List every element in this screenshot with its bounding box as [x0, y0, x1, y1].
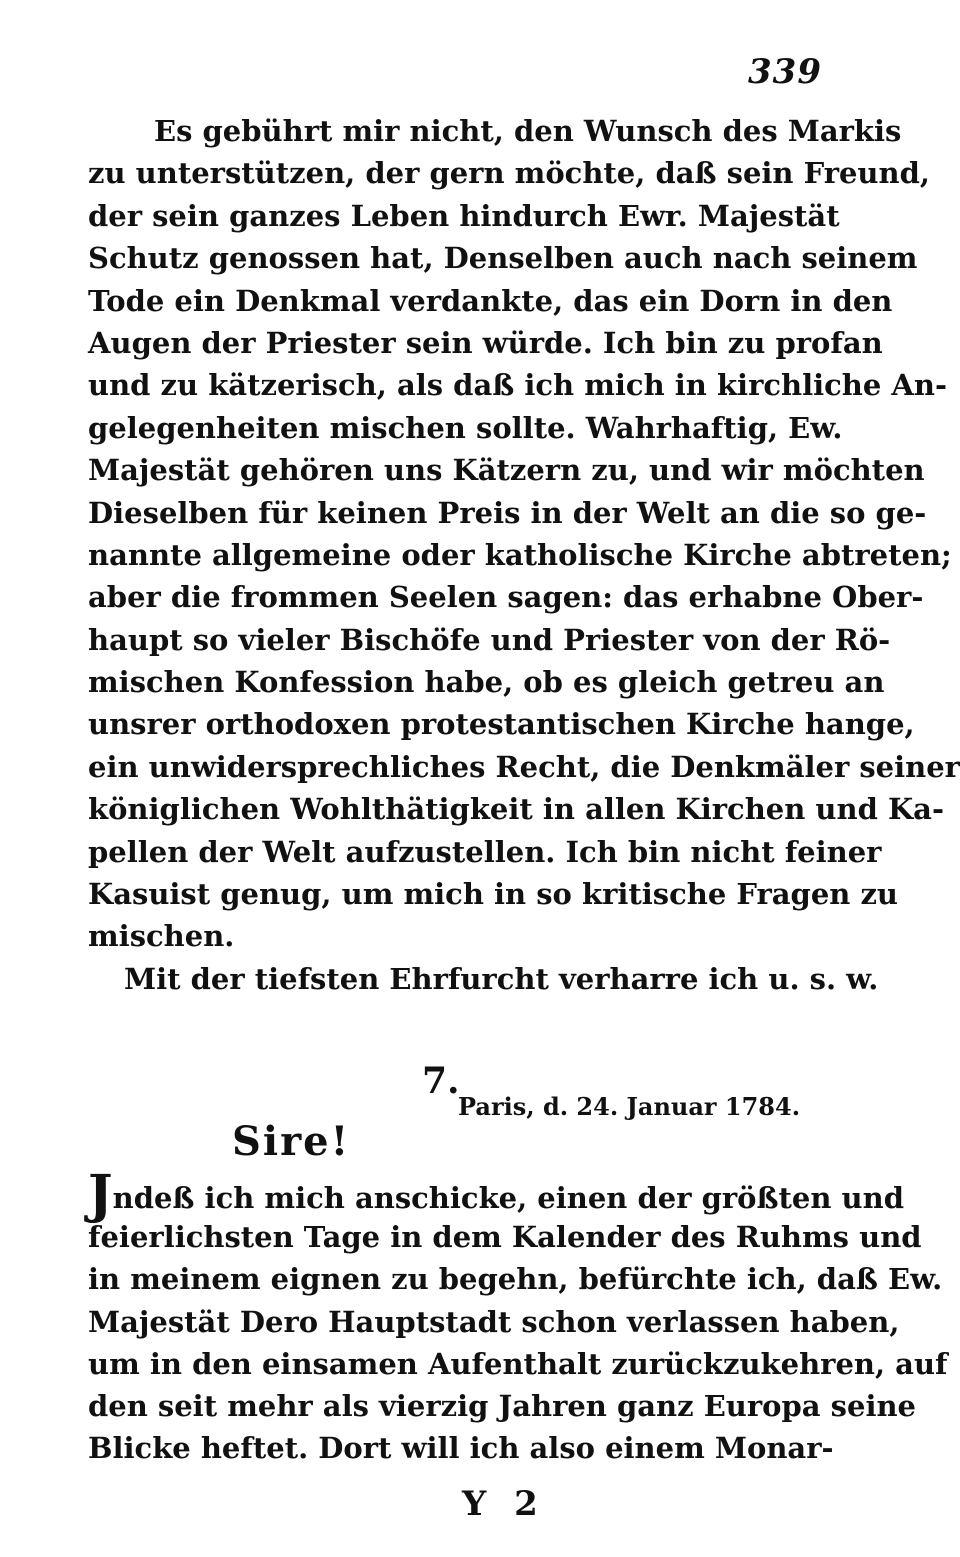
letter-one-body [88, 110, 960, 1000]
signature-mark: Y 2 [462, 1484, 546, 1524]
text-line: Blicke heftet. Dort will ich also einem Monar- [88, 1431, 834, 1466]
text-line: gelegenheiten mischen sollte. Wahrhaftig, Ew. [88, 410, 843, 445]
text-line: in meinem eignen zu begehn, befürchte ich, daß Ew. [88, 1262, 943, 1297]
text-line: Augen der Priester sein würde. Ich bin zu profan [88, 325, 883, 360]
text-line: Schutz genossen hat, Denselben auch nach seinem [88, 241, 918, 276]
text-line: Majestät Dero Hauptstadt schon verlassen haben, [88, 1304, 900, 1339]
text-line: Majestät gehören uns Kätzern zu, und wir möchten [88, 453, 925, 488]
text-line: aber die frommen Seelen sagen: das erhabne Ober- [88, 580, 924, 615]
text-line: feierlichsten Tage in dem Kalender des Ruhms und [88, 1220, 922, 1255]
text-line: und zu kätzerisch, als daß ich mich in kirchliche An- [88, 368, 948, 403]
text-line: Es gebührt mir nicht, den Wunsch des Markis [154, 114, 902, 148]
text-line: der sein ganzes Leben hindurch Ewr. Majestät [88, 198, 840, 233]
text-line: Dieselben für keinen Preis in der Welt an die so ge- [88, 495, 927, 530]
text-line: den seit mehr als vierzig Jahren ganz Europa seine [88, 1388, 917, 1423]
text-line: nannte allgemeine oder katholische Kirche abtreten; [88, 537, 952, 572]
letter-two-body [88, 1164, 948, 1469]
dateline: Paris, d. 24. Januar 1784. [458, 1092, 801, 1121]
closing-line: Mit der tiefsten Ehrfurcht verharre ich u. s. w. [124, 961, 879, 996]
text-line: unsrer orthodoxen protestantischen Kirche hange, [88, 707, 915, 742]
text-line: mischen Konfession habe, ob es gleich getreu an [88, 665, 885, 700]
text-line: zu unterstützen, der gern möchte, daß sein Freund, [88, 156, 930, 191]
salutation: Sire! [232, 1118, 351, 1165]
letter-number: 7. [422, 1060, 460, 1102]
text-line: Kasuist genug, um mich in so kritische Fragen zu [88, 877, 899, 912]
text-line: um in den einsamen Aufenthalt zurückzukehren, auf [88, 1346, 948, 1381]
text-line: mischen. [88, 919, 235, 954]
first-line-text: ndeß ich mich anschicke, einen der größten und [112, 1181, 904, 1215]
text-line: haupt so vieler Bischöfe und Priester von der Rö- [88, 622, 891, 657]
text-line [88, 1164, 904, 1225]
text-line: ein unwidersprechliches Recht, die Denkmäler seiner [88, 749, 960, 784]
text-line: königlichen Wohlthätigkeit in allen Kirchen und Ka- [88, 792, 944, 827]
drop-cap: J [88, 1164, 113, 1225]
text-line: pellen der Welt aufzustellen. Ich bin nicht feiner [88, 834, 882, 869]
page-number: 339 [748, 52, 822, 92]
text-line: Tode ein Denkmal verdankte, das ein Dorn in den [88, 283, 893, 318]
